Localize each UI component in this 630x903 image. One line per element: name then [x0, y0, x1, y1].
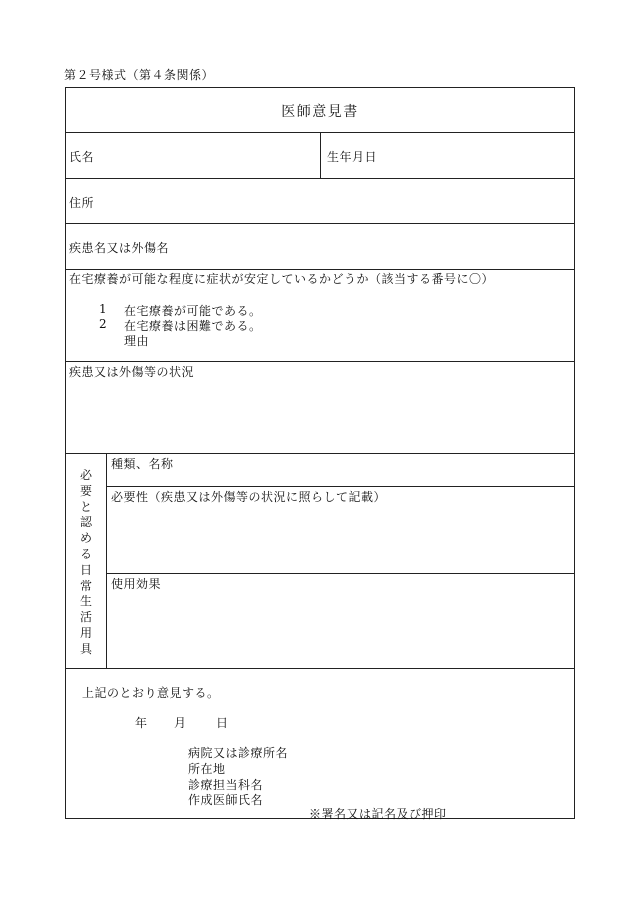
birthdate-label: 生年月日 [327, 150, 378, 164]
date-day-label: 日 [216, 716, 229, 730]
row-divider [66, 223, 574, 224]
form-title: 医師意見書 [281, 104, 359, 120]
row-divider [66, 361, 574, 362]
date-month-label: 月 [174, 716, 187, 730]
option-1-text: 在宅療養が可能である。 [124, 304, 262, 318]
form-number-label: 第２号様式（第４条関係） [64, 68, 215, 82]
row-divider [106, 573, 574, 574]
column-divider [106, 453, 107, 668]
doctor-name-label: 作成医師氏名 [188, 793, 264, 807]
row-divider [106, 486, 574, 487]
equipment-effect-label: 使用効果 [111, 577, 162, 591]
equipment-type-label: 種類、名称 [111, 457, 174, 471]
row-divider [66, 178, 574, 179]
signature-note: ※署名又は記名及び押印 [309, 807, 447, 821]
department-label: 診療担当科名 [188, 778, 264, 792]
option-2-text: 在宅療養は困難である。 [124, 319, 262, 333]
option-2-number: 2 [99, 317, 108, 331]
equipment-necessity-label: 必要性（疾患又は外傷等の状況に照らして記載） [111, 490, 387, 504]
condition-label: 疾患又は外傷等の状況 [69, 365, 195, 379]
row-divider [66, 453, 574, 454]
column-divider [320, 132, 321, 178]
home-care-question: 在宅療養が可能な程度に症状が安定しているかどうか（該当する番号に〇） [69, 272, 495, 286]
disease-name-label: 疾患名又は外傷名 [69, 241, 170, 255]
name-label: 氏名 [69, 150, 95, 164]
declaration-statement: 上記のとおり意見する。 [82, 686, 220, 700]
row-divider [66, 668, 574, 669]
location-label: 所在地 [188, 762, 226, 776]
option-1-number: 1 [99, 302, 108, 316]
address-label: 住所 [69, 196, 95, 210]
reason-label: 理由 [124, 334, 150, 348]
hospital-label: 病院又は診療所名 [188, 746, 289, 760]
opinion-form-table [65, 87, 575, 819]
date-year-label: 年 [135, 716, 148, 730]
equipment-side-label: 必 要 と 認 め る 日 常 生 活 用 具 [79, 468, 92, 656]
